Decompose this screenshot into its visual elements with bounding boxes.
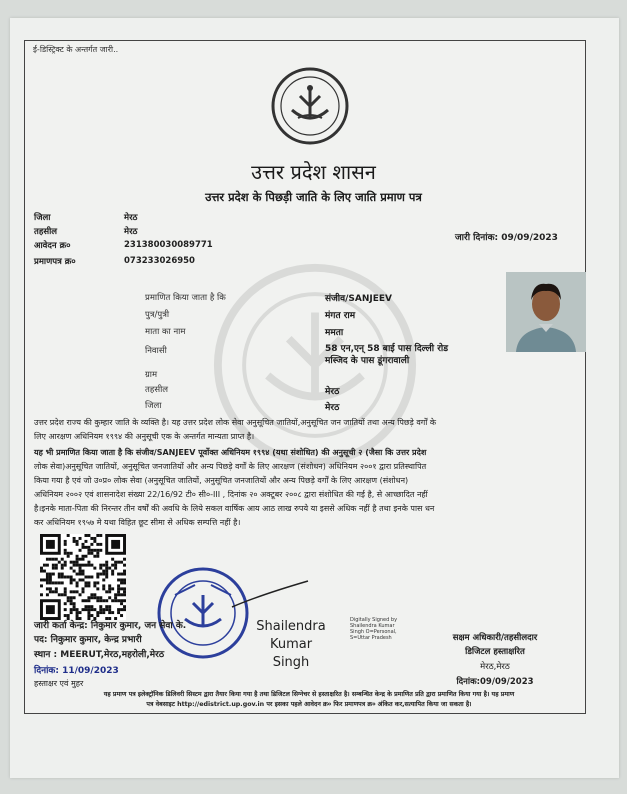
- tehsil-label: तहसील: [34, 227, 58, 237]
- person-photo-icon: [506, 272, 586, 352]
- paragraph-line-4: लोक सेवा)अनुसूचित जातियों, अनुसूचित जनजातियों और अन्य पिछड़े वर्गों के लिए आरक्षण (संशोधन) अधिनियम २००१ द्वारा प्रतिस्थापित: [34, 462, 427, 471]
- officer-title: सक्षम अधिकारी/तहसीलदार: [452, 633, 538, 643]
- paragraph-line-7: है।इनके माता-पिता की निरन्तर तीन वर्षों की अवधि के लिये सकल वार्षिक आय आठ लाख रुपये या इससे अधिक नहीं है तथा इनके पास धन: [34, 504, 435, 513]
- digital-signature-name: [246, 618, 336, 672]
- district-label: जिला: [34, 213, 51, 223]
- applicant-photo: [506, 272, 586, 352]
- issuer-signed-note: हस्ताक्षर एवं मुहर: [34, 679, 84, 688]
- residence-label: निवासी: [145, 346, 167, 356]
- e-district-note: ई-डिस्ट्रिक्ट के अन्तर्गत जारी..: [33, 45, 119, 54]
- paragraph-line-5: किया गया है एवं जो उ०प्र० लोक सेवा (अनुसूचित जातियों, अनुसूचित जनजातियों और अन्य पिछड़े वर्गों के लिए आरक्षण (संशोधन): [34, 476, 409, 485]
- paragraph-line-8: कर अधिनियम १९५७ मे यथा विहित छूट सीमा से अधिक सम्पत्ति नहीं है।: [34, 518, 241, 527]
- officer-subtitle: डिजिटल हस्ताक्षरित: [465, 647, 525, 657]
- issuer-post: पद: निकुमार कुमार, केन्द्र प्रभारी: [34, 635, 142, 645]
- tehsil-value: मेरठ: [124, 227, 138, 237]
- up-emblem-icon: [270, 66, 350, 146]
- district-value: मेरठ: [124, 213, 138, 223]
- officer-place: मेरठ,मेरठ: [480, 662, 510, 672]
- residence-line-1: 58 एन,एन् 58 बाई पास दिल्ली रोड: [325, 344, 449, 354]
- paragraph-line-1: उत्तर प्रदेश राज्य की कुम्हार जाति के व्यक्ति है। यह उत्तर प्रदेश लोक सेवा अनुसूचित जातियों,अनुसूचित जन जातियों तथा अन्य पिछड़े वर्गों के: [34, 418, 437, 427]
- digital-signature-details: [350, 617, 397, 641]
- father-name: मंगत राम: [325, 311, 356, 321]
- dsig-line-3: Singh O=Personal,: [350, 629, 397, 635]
- signature-name-line-1: Shailendra: [256, 619, 326, 634]
- paragraph-line-3: यह भी प्रमाणित किया जाता है कि संजीव/SANJEEV पूर्वोक्त अधिनियम १९९४ (यथा संशोधित) की अनुसूची २ (जैसा कि उत्तर प्रदेश: [34, 448, 427, 457]
- issuer-date: दिनांक: 11/09/2023: [34, 666, 119, 676]
- issue-date: जारी दिनांक: 09/09/2023: [455, 233, 558, 243]
- certificate-number-value: 073233026950: [124, 256, 195, 266]
- person-district-value: मेरठ: [325, 403, 340, 413]
- signature-name-line-2: Kumar: [269, 637, 313, 652]
- government-title: उत्तर प्रदेश शासन: [251, 160, 376, 184]
- applicant-name: संजीव/SANJEEV: [325, 294, 392, 304]
- paragraph-line-2: लिए आरक्षण अधिनियम १९९४ की अनुसूची एक के अन्तर्गत मान्यता प्राप्त है।: [34, 432, 255, 441]
- person-tehsil-value: मेरठ: [325, 387, 340, 397]
- verification-footer: [34, 690, 584, 710]
- signature-name-line-3: Singh: [272, 655, 310, 670]
- certified-label: प्रमाणित किया जाता है कि: [145, 293, 226, 303]
- person-district-label: जिला: [145, 401, 162, 411]
- issuing-center: जारी कर्ता केन्द्र: निकुमार कुमार, जन सेवा के.: [34, 621, 187, 631]
- application-label: आवेदन क्र०: [34, 241, 71, 251]
- paragraph-line-6: अधिनियम २००२ एवं शासनादेश संख्या 22/16/92 टी० सी०-III , दिनांक २० अक्टूबर २००८ द्वारा संशोधित की गई है, से आच्छादित नहीं: [34, 490, 428, 499]
- village-label: ग्राम: [145, 370, 158, 380]
- certificate-title: उत्तर प्रदेश के पिछड़ी जाति के लिए जाति प्रमाण पत्र: [205, 190, 422, 204]
- officer-date: दिनांक:09/09/2023: [456, 677, 534, 687]
- dsig-line-4: S=Uttar Pradesh: [350, 635, 392, 641]
- signature-stroke-icon: [230, 575, 310, 615]
- dsig-line-2: Shailendra Kumar: [350, 623, 395, 629]
- footer-line-1: यह प्रमाण पत्र इलेक्ट्रॉनिक डिलिवरी सिस्टम द्वारा तैयार किया गया है तथा डिजिटल सिग्नेचर से हस्ताक्षरित है। सम्बन्धित केन्द्र के प्रमाणित प्रति द्वारा प्रमाणित किया गया है। यह प्रमाण: [103, 691, 515, 698]
- dsig-line-1: Digitally Signed by: [350, 617, 398, 623]
- father-label: पुत्र/पुत्री: [145, 310, 170, 320]
- application-value: 231380030089771: [124, 240, 213, 250]
- mother-name: ममता: [325, 328, 344, 338]
- issuer-place: स्थान : MEERUT,मेरठ,महरोली,मेरठ: [34, 650, 165, 660]
- certificate-number-label: प्रमाणपत्र क्र०: [34, 257, 76, 267]
- mother-label: माता का नाम: [145, 327, 186, 337]
- person-tehsil-label: तहसील: [145, 385, 169, 395]
- qr-code-icon: [40, 534, 126, 620]
- footer-line-2: पत्र वेबसाइट http://edistrict.up.gov.in पर इसका पहले आवेदन क्र० फिर प्रमाणपत्र क्र० अंकित कर,सत्यापित किया जा सकता है।: [146, 701, 472, 708]
- residence-line-2: मस्जिद के पास डूंगरावाली: [325, 356, 410, 366]
